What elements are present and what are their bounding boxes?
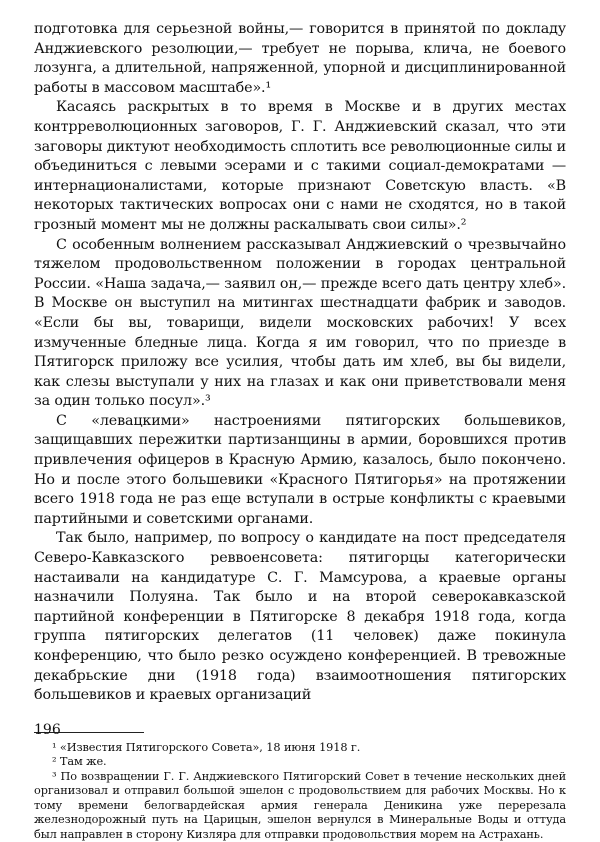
footnotes bbox=[34, 741, 566, 842]
footnote-3: ³ По возвращении Г. Г. Анджиевского Пятигорский Совет в течение нескольких дней организовал и отправил большой эшелон с продовольствием для рабочих Москвы. Но к тому времени белогвардейская армия генерала Деникина уже перерезала железнодорожный путь на Царицын, эшелон вернулся в Минеральные Воды и оттуда был направлен в сторону Кизляра для отправки продовольствия морем на Астрахань. bbox=[34, 769, 566, 841]
footnote-1: ¹ «Известия Пятигорского Совета», 18 июня 1918 г. bbox=[52, 740, 361, 754]
paragraph-4: С «левацкими» настроениями пятигорских большевиков, защищавших пережитки партизанщины в армии, боровшихся против привлечения офицеров в Красную Армию, казалось, было покончено. Но и после этого большевики «Красного Пятигорья» на протяжении всего 1918 года не раз еще вступали в острые конфликты с краевыми партийными и советскими органами. bbox=[34, 412, 566, 527]
footnote-2: ² Там же. bbox=[52, 755, 107, 769]
paragraph-3: С особенным волнением рассказывал Анджиевский о чрезвычайно тяжелом продовольственном положении в городах центральной России. «Наша задача,— заявил он,— прежде всего дать центру хлеб». В Москве он выступил на митингах шестнадцати фабрик и заводов. «Если бы вы, товарищи, видели московских рабочих! У всех измученные бледные лица. Когда я им говорил, что по приезде в Пятигорск приложу все усилия, чтобы дать им хлеб, вы бы видели, как слезы выступали у них на глазах и как они приветствовали меня за один только посул».³ bbox=[34, 236, 566, 410]
paragraph-2: Касаясь раскрытых в то время в Москве и в других местах контрреволюционных заговоров, Г. Г. Анджиевский сказал, что эти заговоры диктуют необходимость сплотить все революционные силы и объединиться с левыми эсерами и с такими социал-демократами — интернационалистами, которые признают Советскую власть. «В некоторых тактических вопросах они с нами не сходятся, но в такой грозный момент мы не должны раскалывать свои силы».² bbox=[34, 99, 566, 233]
paragraph-1: подготовка для серьезной войны,— говорится в принятой по докладу Анджиевского резолюции,— требует не порыва, клича, не боевого лозунга, а длительной, напряженной, упорной и дисциплинированной работы в массовом масштабе».¹ bbox=[34, 21, 566, 96]
page-number: 196 bbox=[34, 722, 61, 738]
body-text bbox=[34, 20, 566, 706]
paragraph-5: Так было, например, по вопросу о кандидате на пост председателя Северо-Кавказского реввоенсовета: пятигорцы категорически настаивали на кандидатуре С. Г. Мамсурова, а краевые органы назначили Полуяна. Так было и на второй северокавказской партийной конференции в Пятигорске 8 декабря 1918 года, когда группа пятигорских делегатов (11 человек) даже покинула конференцию, что было резко осуждено конференцией. В тревожные декабрьские дни (1918 года) взаимоотношения пятигорских большевиков и краевых организаций bbox=[34, 530, 566, 704]
